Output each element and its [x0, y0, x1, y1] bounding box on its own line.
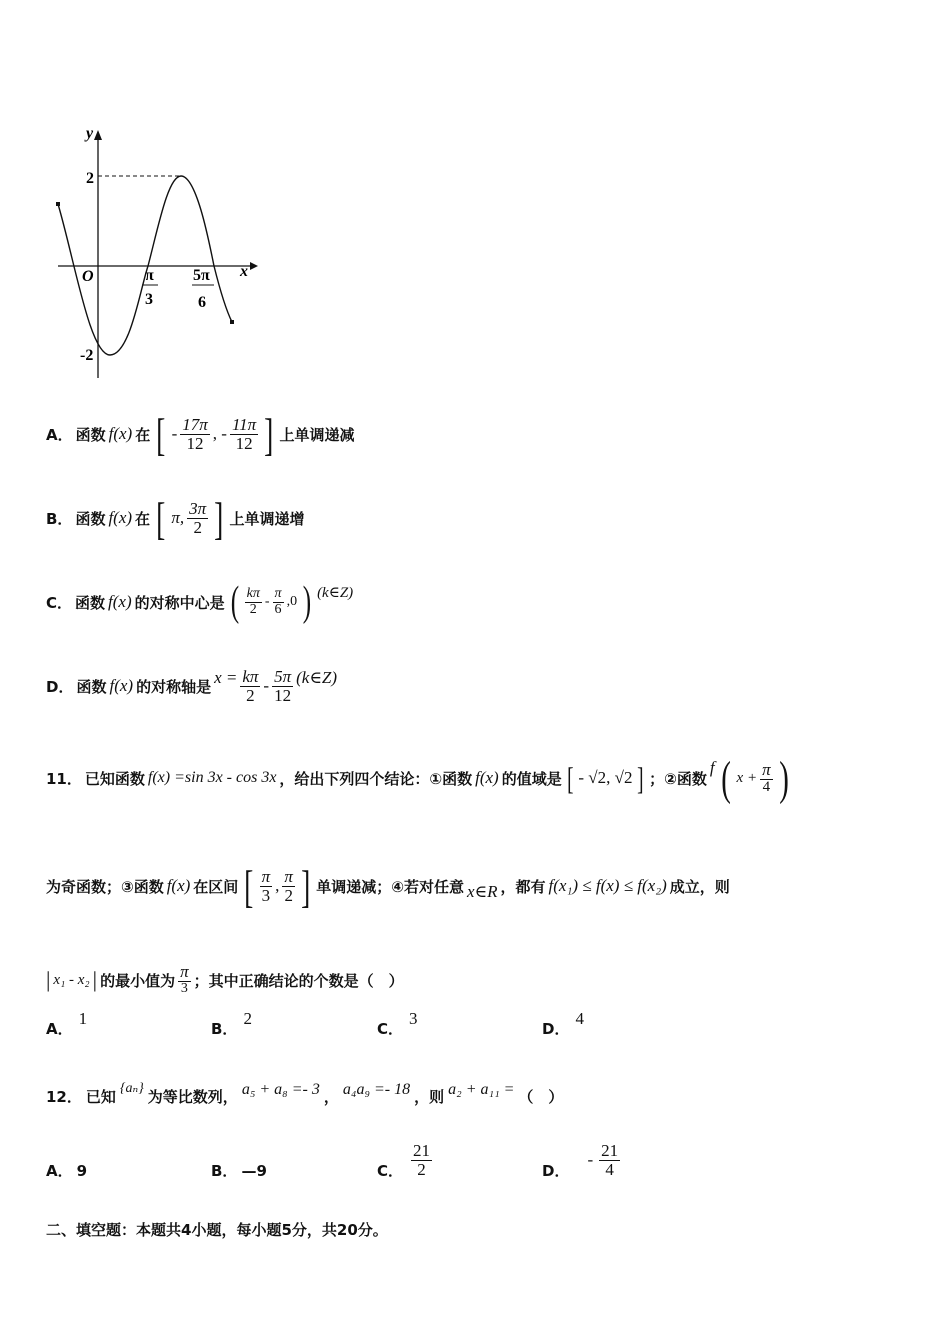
q11-line1: 11． 已知函数 f(x) =sin 3x - cos 3x ，给出下列四个结论：①函数 f(x) 的值域是 [ - √2, √2 ] ；②函数 f ( x + $\frac{\pi}{4}$ ): [46, 751, 789, 805]
question-number: 12．: [46, 1087, 82, 1106]
q11-choice-d[interactable]: D．4: [542, 1009, 584, 1038]
fraction: $\frac{17\pi}{12}$: [182, 414, 208, 453]
sequence-set: {aₙ}: [119, 1080, 144, 1096]
option-label: A．: [46, 425, 73, 444]
x-label: x: [240, 263, 248, 280]
fraction: $\frac{\pi}{4}$: [762, 759, 771, 795]
fraction: $\frac{\pi}{6}$: [274, 585, 282, 617]
fraction: $\frac{\pi}{2}$: [284, 866, 293, 905]
q11-choice-a[interactable]: A．1: [46, 1009, 88, 1038]
fraction: $\frac{5\pi}{12}$: [274, 666, 292, 705]
q11-line2: 为奇函数；③函数 f(x) 在区间 [ $\frac{\pi}{3}$ , $\frac{\pi}{2}$ ] 单调递减；④若对任意 x∈R ，都有 f(x₁) ≤ f(x) ≤ f(x₂) 成立，则: [46, 860, 730, 912]
tick1-num: π: [145, 267, 154, 284]
sine-graph: [40, 118, 270, 388]
tick2-num: 5π: [193, 267, 210, 284]
q12-choice-c[interactable]: C． $\frac{21}{2}$: [377, 1140, 431, 1180]
origin-label: O: [82, 268, 94, 285]
q11-choice-c[interactable]: C．3: [377, 1009, 418, 1038]
option-c: C． 函数 f(x) 的对称中心是 ( $\frac{k\pi}{2}$ - $\frac{\pi}{6}$ ,0 ) (k∈Z): [46, 579, 354, 625]
q11-choice-b[interactable]: B．2: [211, 1009, 252, 1038]
option-d: D． 函数 f(x) 的对称轴是 x = $\frac{k\pi}{2}$ - $\frac{5\pi}{12}$ (k∈Z): [46, 666, 338, 705]
y-axis-arrow: [94, 130, 102, 140]
endpoint-left: [56, 202, 60, 206]
fraction: $\frac{3\pi}{2}$: [189, 498, 207, 537]
fraction: $\frac{k\pi}{2}$: [246, 585, 260, 617]
fraction: $\frac{11\pi}{12}$: [231, 414, 257, 453]
q12-stem: 12． 已知 {aₙ} 为等比数列， a₅ + a₈ =- 3 ， a₄a₉ =- 18 ，则 a₂ + a₁₁ = （ ）: [46, 1080, 564, 1106]
q12-choice-a[interactable]: A． 9: [46, 1162, 88, 1180]
question-number: 11．: [46, 769, 82, 788]
fraction: $\frac{21}{4}$: [601, 1140, 619, 1179]
fraction: $\frac{21}{2}$: [413, 1140, 431, 1179]
tick1-den: 3: [145, 291, 153, 308]
y-max-label: 2: [86, 170, 94, 187]
option-a: A． 函数 f(x) 在 [ - $\frac{17\pi}{12}$ , - $\frac{11\pi}{12}$ ] 上单调递减: [46, 408, 355, 460]
tick2-den: 6: [198, 294, 206, 311]
fraction: $\frac{k\pi}{2}$: [242, 666, 259, 705]
q11-line3: | x₁ - x₂ | 的最小值为 $\frac{\pi}{3}$ ；其中正确结论的个数是（ ）: [46, 962, 404, 997]
endpoint-right: [230, 320, 234, 324]
q12-choice-b[interactable]: B． —9: [211, 1162, 267, 1180]
x-axis-arrow: [250, 262, 258, 270]
section-heading: 二、填空题：本题共4小题，每小题5分，共20分。: [46, 1221, 388, 1239]
q12-choice-d[interactable]: D． - $\frac{21}{4}$: [542, 1140, 619, 1180]
option-b: B． 函数 f(x) 在 [ π, $\frac{3\pi}{2}$ ] 上单调递增: [46, 492, 305, 544]
fraction: $\frac{\pi}{3}$: [180, 962, 189, 997]
fraction: $\frac{\pi}{3}$: [261, 866, 271, 905]
y-label: y: [86, 125, 94, 142]
y-min-label: -2: [80, 347, 94, 364]
